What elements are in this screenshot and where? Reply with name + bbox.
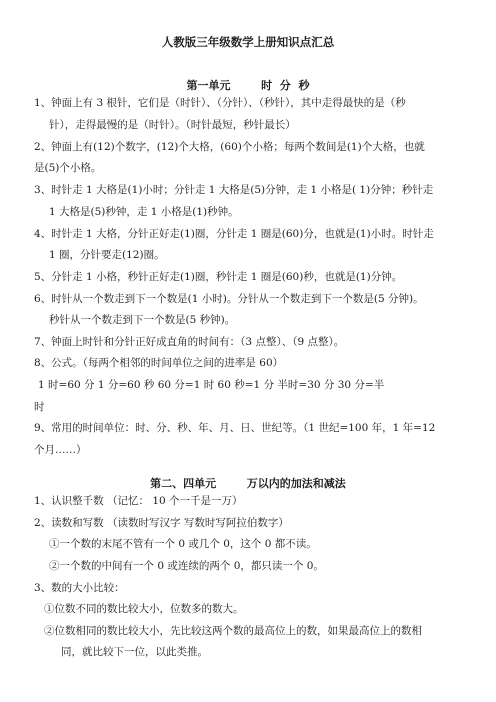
unit1-line-14: 9、常用的时间单位：时、分、秒、年、月、日、世纪等。（1 世纪=100 年，1 年=12: [34, 422, 436, 434]
unit2-line-8: 同，就比较下一位，以此类推。: [61, 646, 208, 658]
unit1-line-3: 2、钟面上有(12)个数字，(12)个大格，(60)个小格；每两个数间是(1)个大格，也就: [34, 141, 425, 153]
unit1-heading: 第一单元 时 分 秒: [186, 79, 310, 92]
unit1-formula-line: 1 时=60 分 1 分=60 秒 60 分=1 时 60 秒=1 分 半时=30 分 30 分=半: [38, 379, 385, 391]
unit2-line-6: ①位数不同的数比较大小，位数多的数大。: [44, 603, 244, 615]
unit1-line-10: 6、时针从一个数走到下一个数是(1 小时)。分针从一个数走到下一个数是(5 分钟)。: [34, 293, 424, 305]
unit2-line-3: ①一个数的末尾不管有一个 0 或几个 0，这个 0 都不读。: [49, 538, 317, 550]
document-title: 人教版三年级数学上册知识点汇总: [161, 35, 335, 49]
unit1-line-7: 4、时针走 1 大格，分针正好走(1)圈，分针走 1 圈是(60)分，也就是(1)小时。时针走: [34, 228, 434, 240]
unit1-line-12: 7、钟面上时针和分针正好成直角的时间有：（3 点整）、（9 点整）。: [34, 336, 345, 348]
unit1-line-5: 3、时针走 1 大格是(1)小时；分针走 1 大格是(5)分钟，走 1 小格是( 1)分钟；秒针走: [34, 184, 434, 196]
unit2-line-1: 1、认识整千数 （记忆： 10 个一千是一万）: [34, 495, 243, 507]
unit1-line-8: 1 圈，分针要走(12)圈。: [49, 249, 165, 261]
unit2-heading: 第二、四单元 万以内的加法和减法: [150, 477, 346, 490]
unit2-line-4: ②一个数的中间有一个 0 或连续的两个 0，都只读一个 0。: [49, 560, 324, 572]
unit1-line-4: 是(5)个小格。: [34, 162, 102, 174]
unit2-line-7: ②位数相同的数比较大小，先比较这两个数的最高位上的数，如果最高位上的数相: [44, 625, 422, 637]
unit1-line-2: 针），走得最慢的是（时针）。（时针最短，秒针最长）: [49, 119, 296, 131]
unit1-line-6: 1 大格是(5)秒钟，走 1 小格是(1)秒钟。: [49, 206, 239, 218]
unit1-line-1: 1、钟面上有 3 根针，它们是（时针）、（分针）、（秒针），其中走得最快的是（秒: [34, 97, 406, 109]
unit1-line-11: 秒针从一个数走到下一个数是(5 秒钟)。: [49, 314, 236, 326]
unit1-line-9: 5、分针走 1 小格，秒针正好走(1)圈，秒针走 1 圈是(60)秒，也就是(1)分钟。: [34, 271, 403, 283]
unit2-line-2: 2、读数和写数 （读数时写汉字 写数时写阿拉伯数字）: [34, 517, 289, 529]
unit1-line-15: 个月……）: [34, 444, 87, 456]
unit1-formula-wrap: 时: [34, 401, 45, 413]
unit2-line-5: 3、数的大小比较：: [34, 582, 125, 594]
unit1-line-13: 8、公式。（每两个相邻的时间单位之间的进率是 60）: [34, 357, 284, 369]
